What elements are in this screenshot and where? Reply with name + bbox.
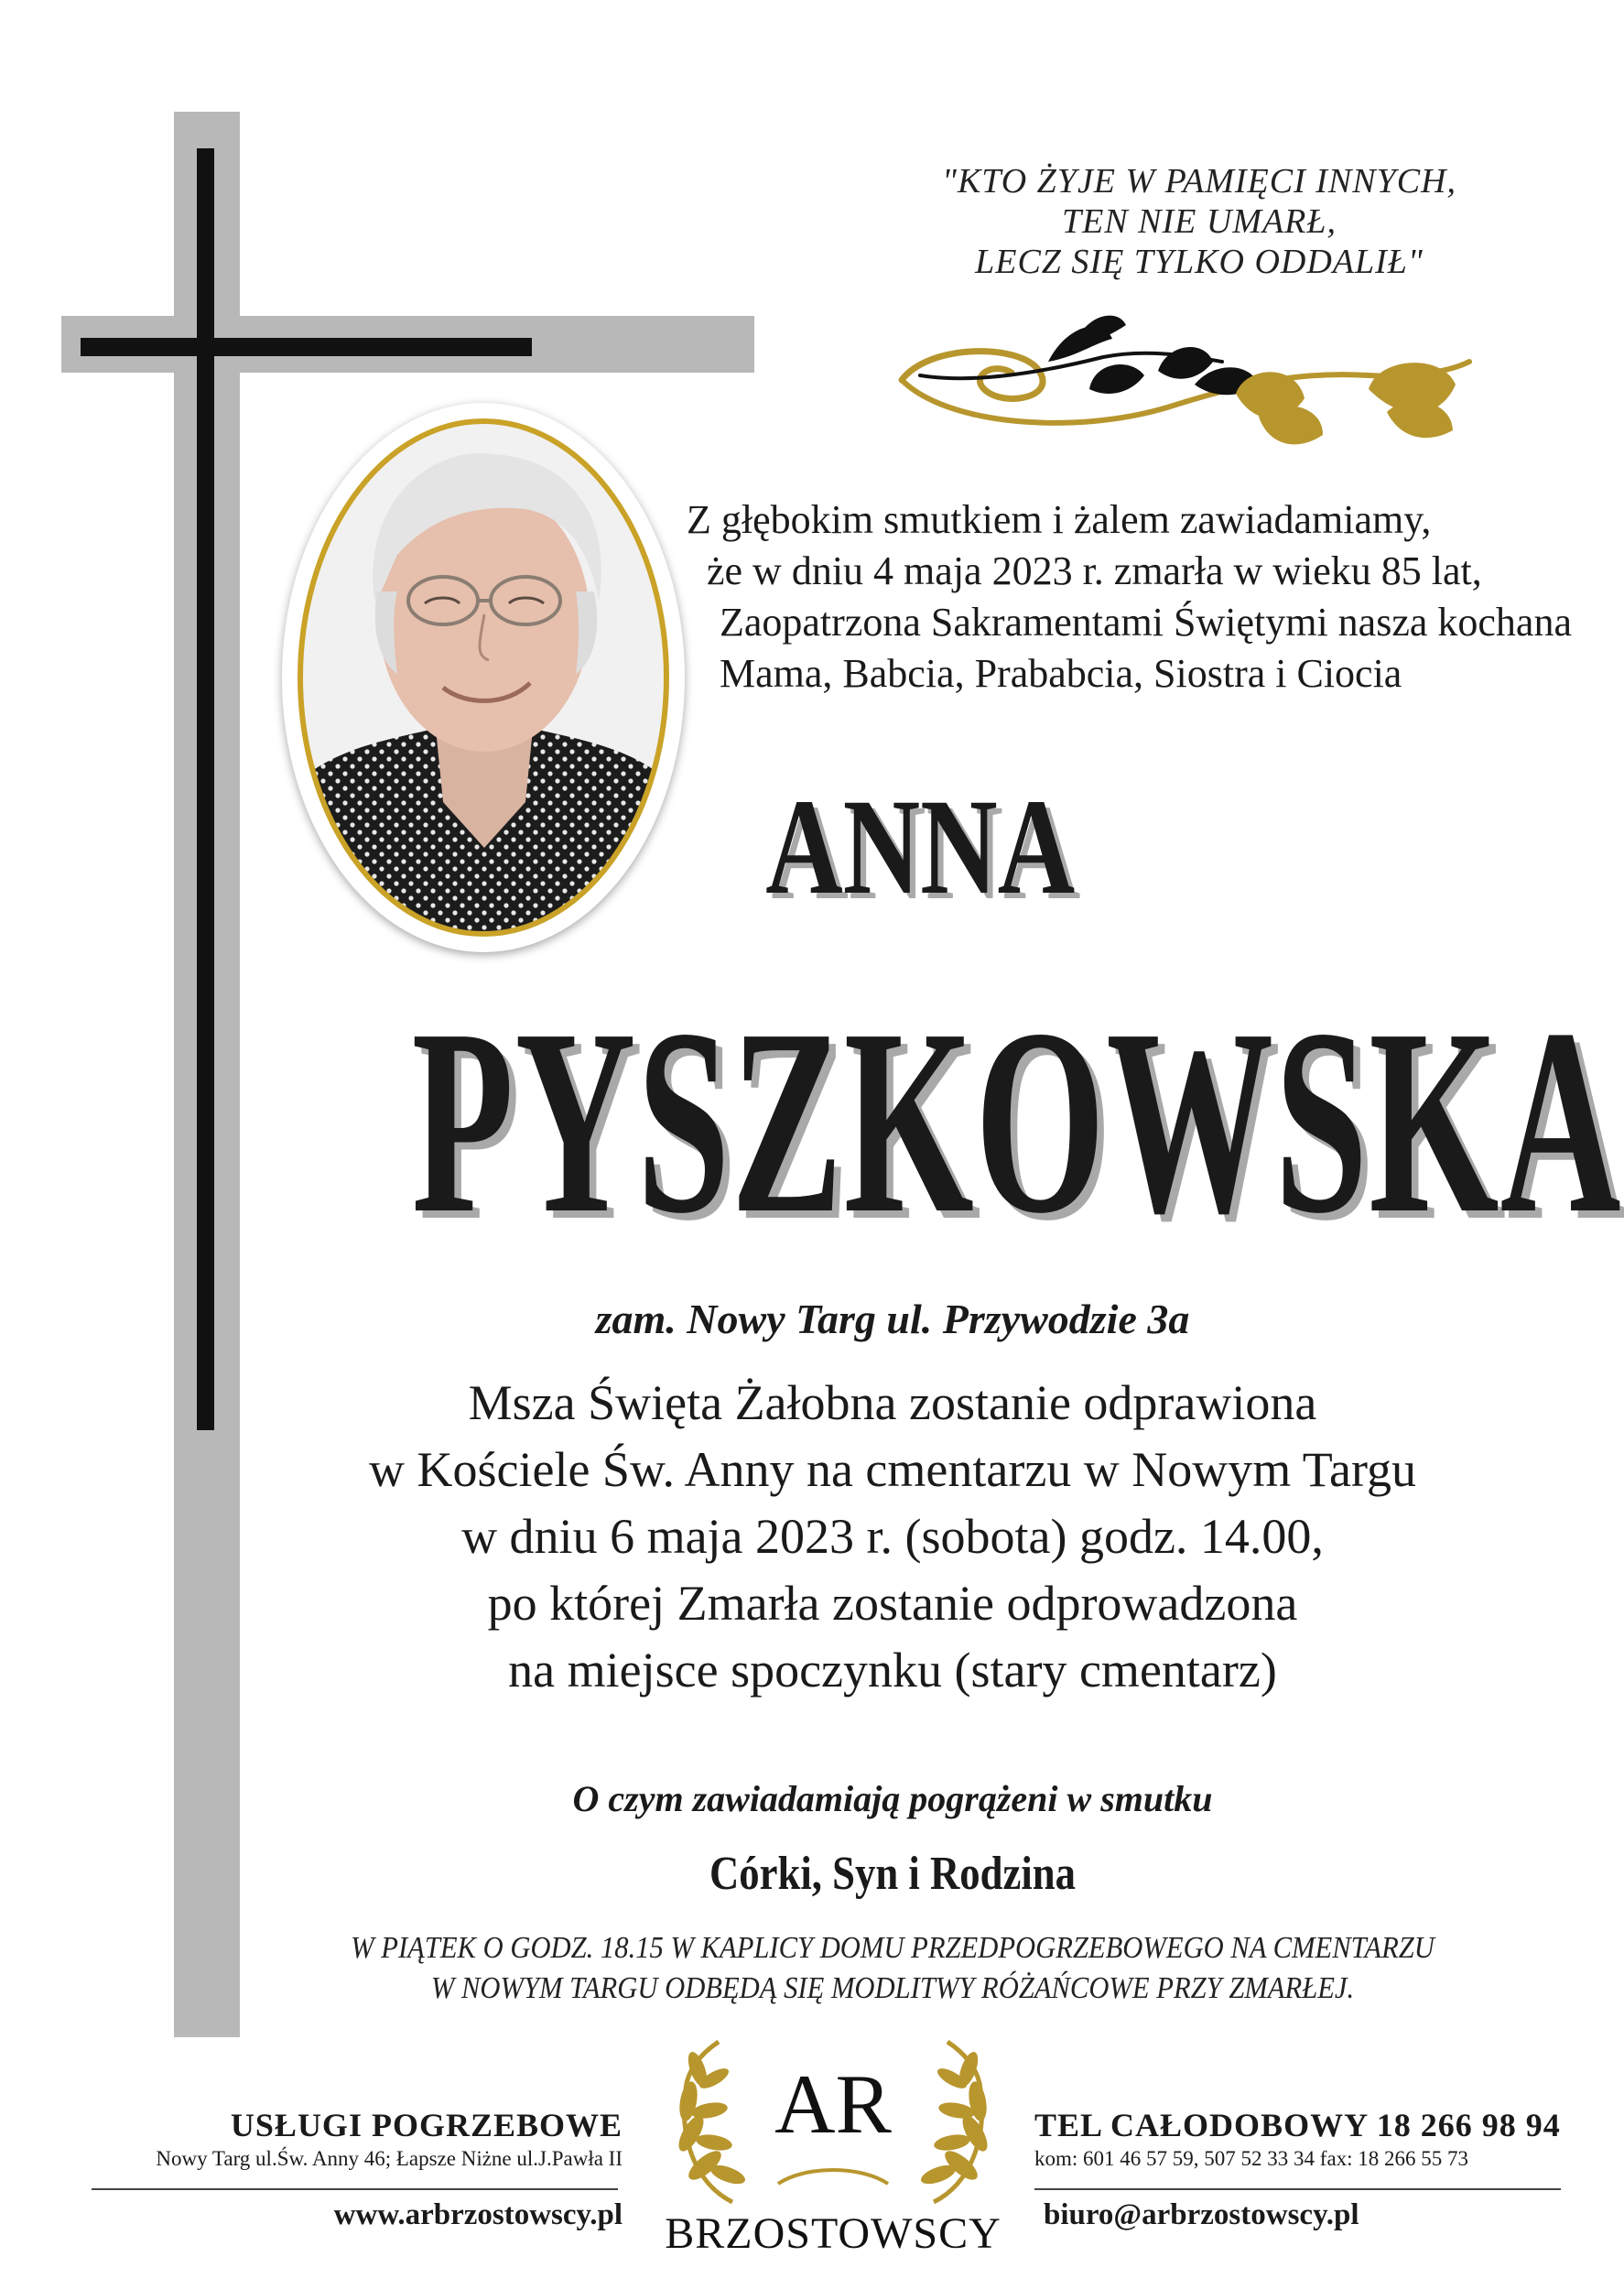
announcement-intro [687, 494, 1602, 700]
intro-line-4: Mama, Babcia, Prababcia, Siostra i Ciocia [720, 651, 1402, 696]
mass-line-2: w Kościele Św. Anny na cmentarzu w Nowym Targu [369, 1442, 1416, 1497]
quote-line-2: TEN NIE UMARŁ, [1061, 202, 1337, 241]
company-email-link[interactable]: biuro@arbrzostowscy.pl [1044, 2198, 1359, 2231]
quote-line-3: LECZ SIĘ TYLKO ODDALIŁ" [975, 243, 1424, 281]
family-signature: Córki, Syn i Rodzina [709, 1848, 1077, 1900]
prayer-line-1: W PIĄTEK O GODZ. 18.15 W KAPLICY DOMU PRZEDPOGRZEBOWEGO NA CMENTARZU [351, 1931, 1435, 1965]
footer-divider-left [92, 2188, 618, 2190]
logo-company-name: BRZOSTOWSCY [665, 2209, 1001, 2258]
logo-initials: AR [774, 2057, 892, 2151]
notify-text: O czym zawiadamiają pogrążeni w smutku [572, 1778, 1213, 1819]
company-website-link[interactable]: www.arbrzostowscy.pl [333, 2198, 623, 2231]
rosary-prayer-note [183, 1928, 1602, 2009]
mass-line-5: na miejsce spoczynku (stary cmentarz) [508, 1643, 1277, 1698]
intro-line-3: Zaopatrzona Sakramentami Świętymi nasza kochana [720, 600, 1572, 645]
memorial-quote [787, 161, 1611, 282]
cross-horizontal [81, 338, 532, 356]
mass-line-4: po której Zmarła zostanie odprowadzona [487, 1576, 1298, 1631]
intro-line-2: że w dniu 4 maja 2023 r. zmarła w wieku 85 lat, [707, 548, 1482, 593]
deceased-address: zam. Nowy Targ ul. Przywodzie 3a [595, 1296, 1190, 1342]
prayer-line-2: W NOWYM TARGU ODBĘDĄ SIĘ MODLITWY RÓŻAŃCOWE PRZY ZMARŁEJ. [430, 1971, 1355, 2005]
quote-line-1: "KTO ŻYJE W PAMIĘCI INNYCH, [941, 162, 1456, 201]
phone-number: TEL CAŁODOBOWY 18 266 98 94 [1034, 2107, 1561, 2143]
deceased-first-name: ANNA [765, 771, 1076, 923]
vine-ornament-icon [893, 307, 1478, 462]
mass-line-1: Msza Święta Żałobna zostanie odprawiona [468, 1375, 1317, 1430]
intro-line-1: Z głębokim smutkiem i żalem zawiadamiamy, [687, 497, 1432, 542]
company-address: Nowy Targ ul.Św. Anny 46; Łapsze Niżne ul.J.Pawła II [156, 2147, 623, 2170]
deceased-surname: PYSZKOWSKA [411, 974, 1622, 1268]
mass-line-3: w dniu 6 maja 2023 r. (sobota) godz. 14.00, [461, 1509, 1324, 1564]
funeral-services-title: USŁUGI POGRZEBOWE [230, 2107, 623, 2143]
mobile-fax-numbers: kom: 601 46 57 59, 507 52 33 34 fax: 18 266 55 73 [1034, 2147, 1469, 2170]
footer-divider-right [1034, 2188, 1561, 2190]
portrait-photo [297, 418, 670, 938]
funeral-mass-details [229, 1370, 1556, 1704]
